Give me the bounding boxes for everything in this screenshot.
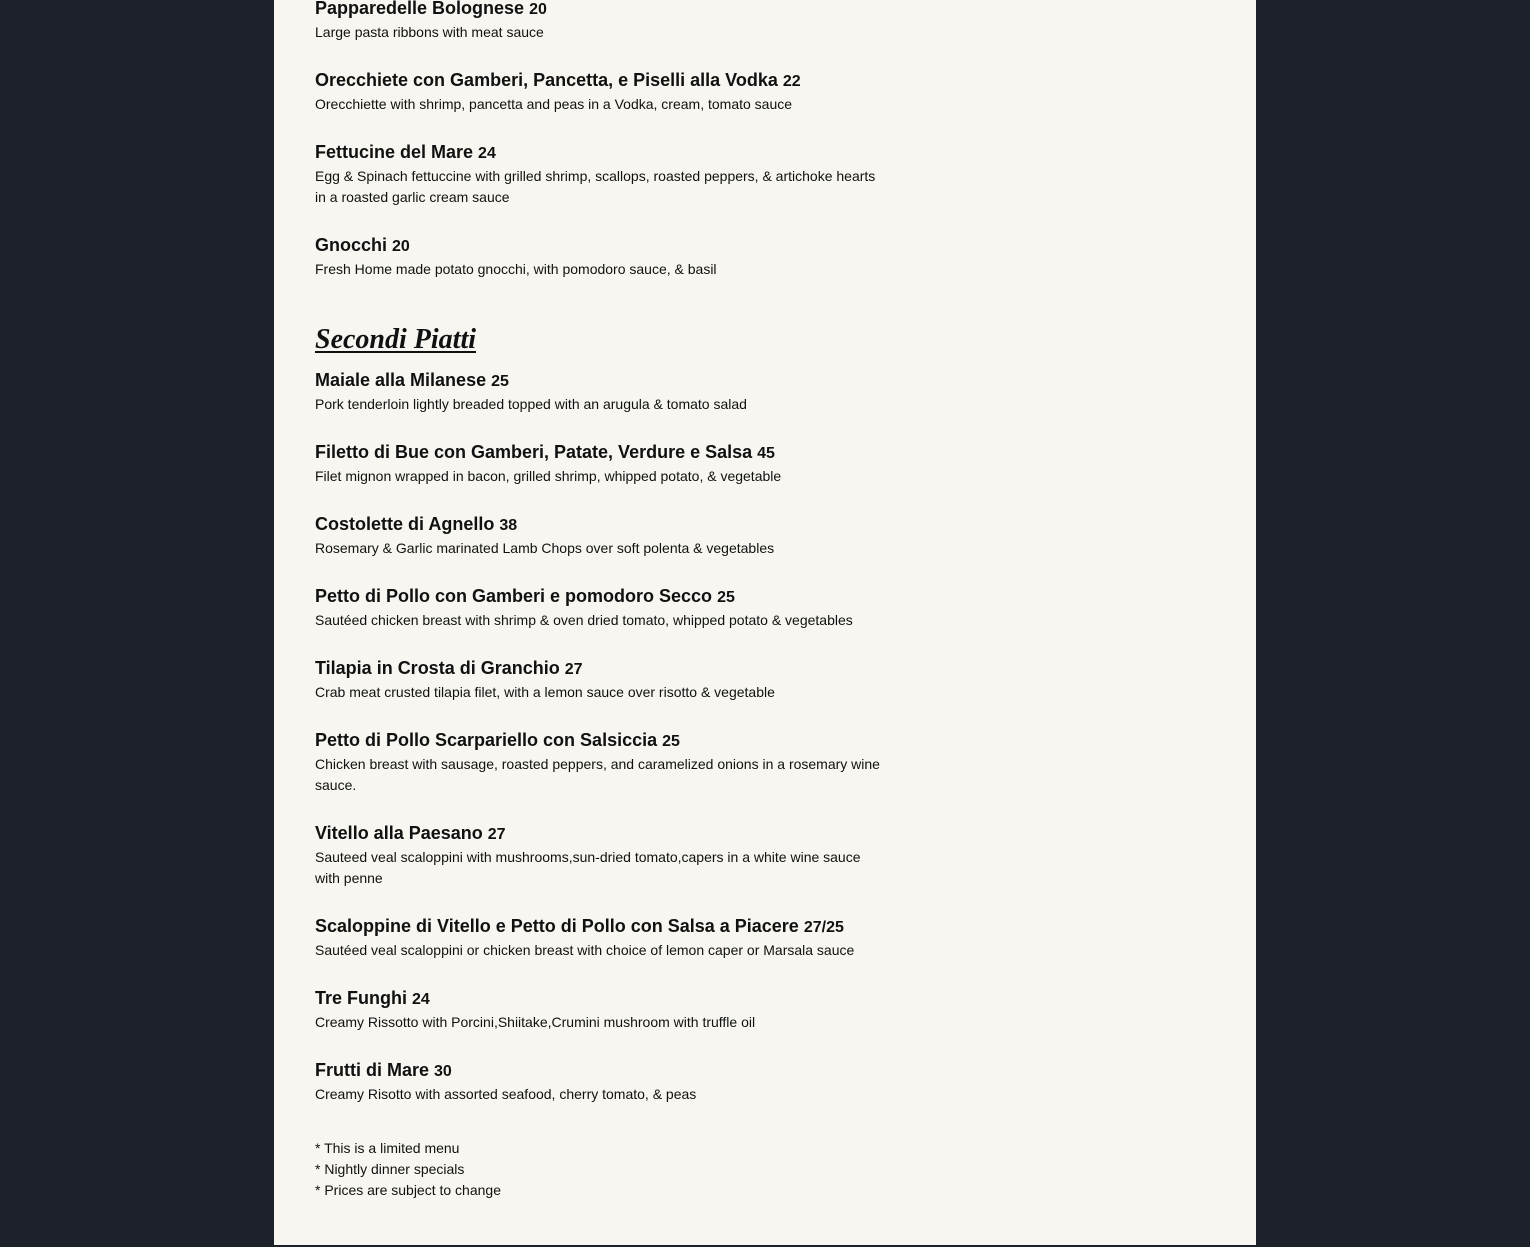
menu-item-description: Sauteed veal scaloppini with mushrooms,sun-dried tomato,capers in a white wine sauce with penne — [315, 849, 861, 886]
menu-note: * Nightly dinner specials — [315, 1161, 465, 1177]
menu-item — [315, 987, 885, 1033]
menu-item-name: Fettucine del Mare — [315, 142, 474, 162]
menu-item — [315, 657, 885, 703]
menu-item-name: Vitello alla Paesano — [315, 823, 483, 843]
menu-item — [315, 585, 885, 631]
menu-item-description: Sautéed chicken breast with shrimp & oven dried tomato, whipped potato & vegetables — [315, 612, 853, 628]
menu-item-name: Filetto di Bue con Gamberi, Patate, Verdure e Salsa — [315, 442, 753, 462]
menu-item — [315, 513, 885, 559]
menu-item-price: 45 — [757, 445, 775, 462]
menu-item-description: Large pasta ribbons with meat sauce — [315, 24, 544, 40]
menu-note: * This is a limited menu — [315, 1140, 460, 1156]
menu-item-name: Scaloppine di Vitello e Petto di Pollo con Salsa a Piacere — [315, 916, 799, 936]
menu-item-title — [315, 585, 885, 609]
menu-item — [315, 729, 885, 796]
menu-item-description: Orecchiette with shrimp, pancetta and peas in a Vodka, cream, tomato sauce — [315, 96, 793, 112]
menu-item-title — [315, 657, 885, 681]
menu-item — [315, 0, 885, 43]
menu-item-title — [315, 915, 885, 939]
menu-item-price: 30 — [434, 1063, 452, 1080]
menu-item-title — [315, 1059, 885, 1083]
menu-item-price: 25 — [717, 589, 735, 606]
menu-item — [315, 234, 885, 280]
menu-item — [315, 441, 885, 487]
menu-item-price: 24 — [478, 145, 496, 162]
menu-item-name: Tilapia in Crosta di Granchio — [315, 658, 560, 678]
menu-item-name: Frutti di Mare — [315, 1060, 430, 1080]
menu-item-description: Creamy Risotto with assorted seafood, cherry tomato, & peas — [315, 1086, 697, 1102]
menu-item — [315, 915, 885, 961]
menu-item — [315, 369, 885, 415]
menu-item-description: Pork tenderloin lightly breaded topped with an arugula & tomato salad — [315, 396, 747, 412]
menu-item-title — [315, 0, 885, 21]
menu-item-description: Egg & Spinach fettuccine with grilled shrimp, scallops, roasted peppers, & artichoke hearts in a roasted garlic cream sauce — [315, 168, 876, 205]
menu-item-price: 22 — [782, 73, 801, 90]
menu-note: * Prices are subject to change — [315, 1182, 501, 1198]
menu-item-name: Costolette di Agnello — [315, 514, 495, 534]
menu-item-description: Creamy Rissotto with Porcini,Shiitake,Crumini mushroom with truffle oil — [315, 1014, 756, 1030]
menu-item-name: Maiale alla Milanese — [315, 370, 487, 390]
menu-notes — [315, 1138, 501, 1201]
menu-item — [315, 69, 885, 115]
menu-item-description: Rosemary & Garlic marinated Lamb Chops over soft polenta & vegetables — [315, 540, 775, 556]
menu-item-description: Fresh Home made potato gnocchi, with pomodoro sauce, & basil — [315, 261, 717, 277]
menu-item-price: 27/25 — [803, 919, 844, 936]
menu-item-title — [315, 513, 885, 537]
menu-item-name: Petto di Pollo con Gamberi e pomodoro Secco — [315, 586, 713, 606]
menu-item-price: 27 — [487, 826, 506, 843]
menu-item-price: 20 — [529, 1, 547, 18]
menu-item-name: Papparedelle Bolognese — [315, 0, 525, 18]
menu-page — [274, 0, 1256, 1247]
menu-item-description: Crab meat crusted tilapia filet, with a lemon sauce over risotto & vegetable — [315, 684, 775, 700]
menu-item-name: Petto di Pollo Scarpariello con Salsiccia — [315, 730, 658, 750]
menu-item-title — [315, 234, 885, 258]
menu-item — [315, 1059, 885, 1105]
menu-item-title — [315, 441, 885, 465]
menu-item-title — [315, 369, 885, 393]
menu-item-price: 24 — [412, 991, 430, 1008]
menu-item-description: Chicken breast with sausage, roasted peppers, and caramelized onions in a rosemary wine sauce. — [315, 756, 880, 793]
menu-item-description: Filet mignon wrapped in bacon, grilled shrimp, whipped potato, & vegetable — [315, 468, 782, 484]
menu-item-description: Sautéed veal scaloppini or chicken breast with choice of lemon caper or Marsala sauce — [315, 942, 855, 958]
menu-item-title — [315, 729, 885, 753]
menu-item-price: 25 — [491, 373, 509, 390]
menu-item-title — [315, 141, 885, 165]
menu-item-price: 25 — [662, 733, 680, 750]
menu-item-name: Orecchiete con Gamberi, Pancetta, e Piselli alla Vodka — [315, 70, 778, 90]
menu-item-name: Gnocchi — [315, 235, 388, 255]
menu-item-price: 38 — [499, 517, 518, 534]
menu-item-title — [315, 987, 885, 1011]
menu-item — [315, 822, 885, 889]
menu-item-title — [315, 69, 885, 93]
menu-item-title — [315, 822, 885, 846]
menu-item-name: Tre Funghi — [315, 988, 407, 1008]
menu-item-price: 20 — [392, 238, 410, 255]
section-heading-secondi: Secondi Piatti — [315, 324, 476, 355]
menu-item-price: 27 — [564, 661, 583, 678]
menu-item — [315, 141, 885, 208]
